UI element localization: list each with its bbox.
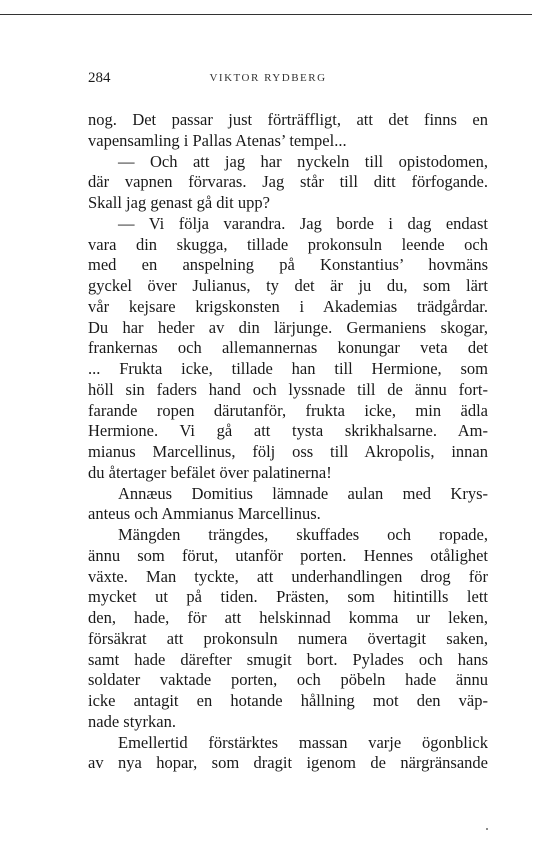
text-line: höll sin faders hand och lyssnade till de ännu fort- (88, 379, 488, 399)
text-line: nog. Det passar just förträffligt, att det finns en (88, 110, 488, 129)
text-line: den, hade, för att helskinnad komma ur leken, (88, 608, 488, 627)
text-line: Emellertid förstärktes massan varje ögonblick (118, 732, 488, 752)
text-line: vår kejsare krigskonsten i Akademias trädgårdar. (88, 296, 488, 316)
text-line: nade styrkan. (88, 711, 176, 731)
body-text (88, 110, 488, 774)
page-header (88, 70, 488, 90)
print-speck (486, 828, 488, 830)
text-line: icke antagit en hotande hållning mot den väp- (88, 691, 488, 710)
text-line: Skall jag genast gå dit upp? (88, 193, 270, 212)
text-line: ... Frukta icke, tillade han till Hermione, som (88, 359, 488, 378)
text-line: där vapnen förvaras. Jag står till ditt förfogande. (88, 172, 488, 192)
text-line: frankernas och allemannernas konungar veta det (88, 338, 488, 358)
text-line: Mängden trängdes, skuffades och ropade, (118, 525, 488, 544)
running-head: VIKTOR RYDBERG (209, 72, 327, 84)
text-line: du återtager befälet över palatinerna! (88, 462, 332, 482)
page-number: 284 (88, 70, 111, 86)
text-line: Du har heder av din lärjunge. Germaniens skogar, (88, 317, 488, 337)
text-line: vara din skugga, tillade prokonsuln leende och (88, 234, 488, 254)
text-line: Annæus Domitius lämnade aulan med Krys- (118, 483, 488, 503)
text-line: soldater vaktade porten, och pöbeln hade ännu (88, 670, 488, 690)
text-line: mycket ut på tiden. Prästen, som hitintills lett (88, 587, 488, 607)
text-line: samt hade därefter smugit bort. Pylades och hans (88, 649, 488, 669)
text-line: med en anspelning på Konstantius’ hovmäns (88, 255, 488, 275)
text-line: farande ropen därutanför, frukta icke, min ädla (88, 400, 488, 420)
text-line: vapensamling i Pallas Atenas’ tempel... (88, 130, 347, 150)
text-line: — Vi följa varandra. Jag borde i dag endast (118, 213, 488, 233)
text-line: ännu som förut, utanför porten. Hennes otålighet (88, 545, 488, 565)
text-line: av nya hopar, som dragit igenom de närgränsande (88, 753, 488, 773)
text-line: försäkrat att prokonsuln numera övertagit saken, (88, 628, 488, 648)
text-line: anteus och Ammianus Marcellinus. (88, 504, 321, 524)
text-line: växte. Man tyckte, att underhandlingen drog för (88, 566, 488, 586)
top-rule (0, 14, 532, 15)
text-line: gyckel över Julianus, ty det är ju du, som lärt (88, 276, 488, 295)
text-line: Hermione. Vi gå att tysta skrikhalsarne. Am- (88, 421, 488, 441)
text-line: — Och att jag har nyckeln till opistodomen, (118, 151, 488, 171)
text-line: mianus Marcellinus, följ oss till Akropolis, innan (88, 442, 488, 461)
